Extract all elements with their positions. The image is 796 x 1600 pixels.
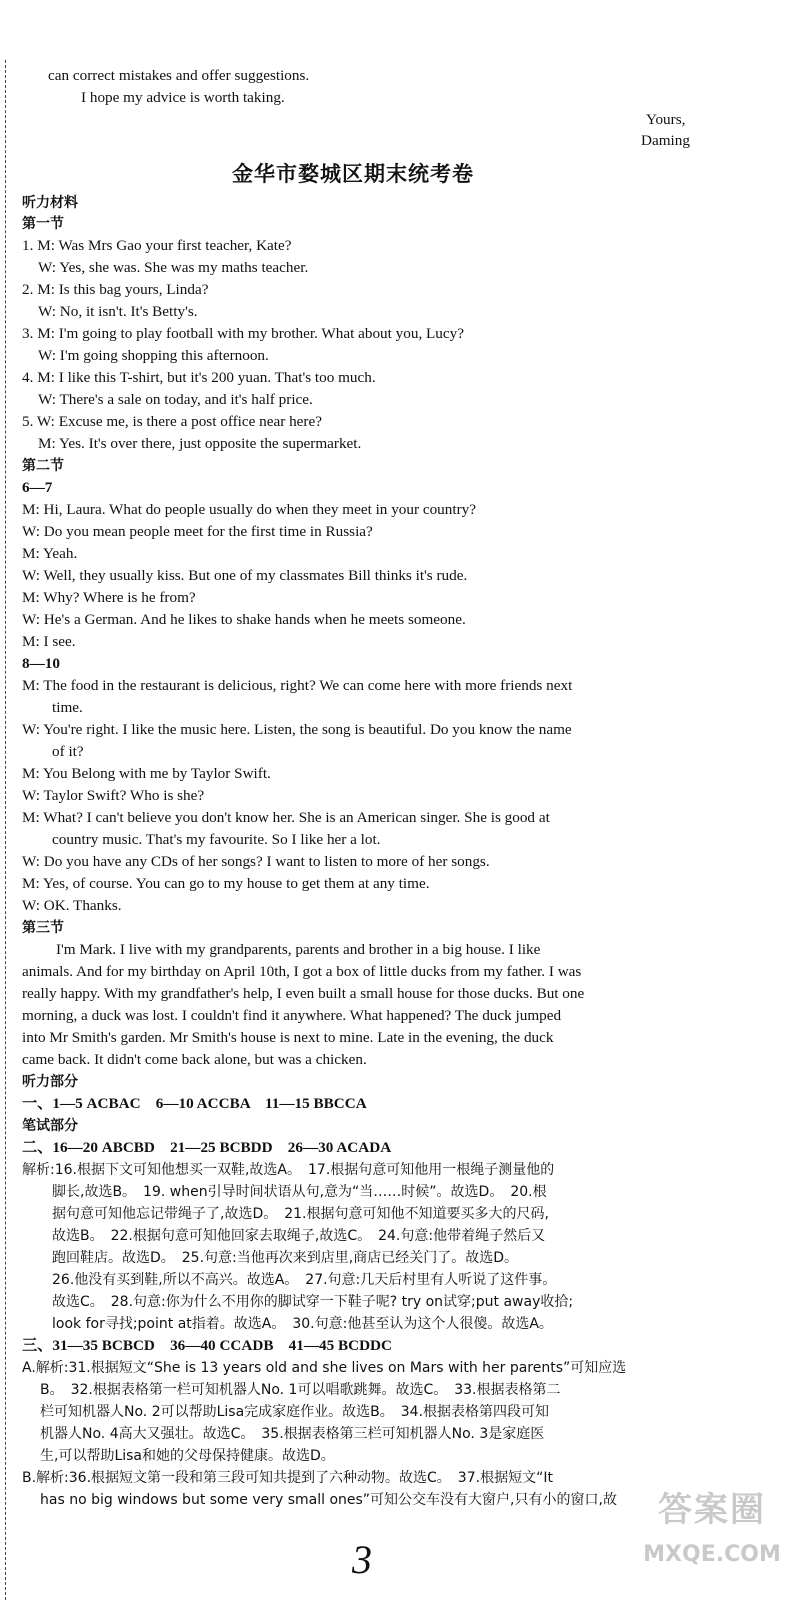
dialogue-line: M: What? I can't believe you don't know her. She is an American singer. She is good at	[22, 809, 550, 826]
passage-line: animals. And for my birthday on April 10th, I got a box of little ducks from my father. I was	[22, 963, 582, 980]
dialogue-line: W: Taylor Swift? Who is she?	[22, 787, 205, 804]
dialogue-line: W: I'm going shopping this afternoon.	[38, 347, 269, 364]
passage-line: into Mr Smith's garden. Mr Smith's house is next to mine. Late in the evening, the duck	[22, 1029, 554, 1046]
dialogue-line: 3. M: I'm going to play football with my brother. What about you, Lucy?	[22, 325, 464, 342]
dialogue-line: 1. M: Was Mrs Gao your first teacher, Kate?	[22, 237, 292, 254]
explanation-line: B.解析:36.根据短文第一段和第三段可知共提到了六种动物。故选C。 37.根据短文“It	[22, 1470, 553, 1486]
passage-line: came back. It didn't come back alone, but was a chicken.	[22, 1051, 367, 1068]
dialogue-line: M: I see.	[22, 633, 76, 650]
explanation-line: B。 32.根据表格第一栏可知机器人No. 1可以唱歌跳舞。故选C。 33.根据表格第二	[40, 1382, 561, 1398]
answer-key-line: 三、31—35 BCBCD 36—40 CCADB 41—45 BCDDC	[22, 1337, 392, 1354]
dialogue-line: M: Yes, of course. You can go to my house to get them at any time.	[22, 875, 430, 892]
watermark-logo	[642, 1480, 782, 1595]
section-heading: 第三节	[22, 920, 64, 936]
letter-signature: Daming	[641, 132, 690, 149]
dialogue-line: W: You're right. I like the music here. Listen, the song is beautiful. Do you know the name	[22, 721, 572, 738]
section-heading: 第二节	[22, 458, 64, 474]
explanation-line: A.解析:31.根据短文“She is 13 years old and she lives on Mars with her parents”可知应选	[22, 1360, 627, 1376]
written-answers-heading: 笔试部分	[22, 1118, 78, 1134]
binding-margin-line	[5, 60, 6, 1600]
letter-closing: Yours,	[646, 111, 686, 128]
dialogue-line: W: OK. Thanks.	[22, 897, 122, 914]
watermark-logo-text: 答案圈	[658, 1490, 766, 1530]
explanation-line: 据句意可知他忘记带绳子了,故选D。 21.根据句意可知他不知道要买多大的尺码,	[52, 1206, 549, 1222]
dialogue-line: W: Well, they usually kiss. But one of my classmates Bill thinks it's rude.	[22, 567, 468, 584]
listening-material-heading: 听力材料	[22, 195, 78, 211]
explanation-line: 跑回鞋店。故选D。 25.句意:当他再次来到店里,商店已经关门了。故选D。	[52, 1250, 518, 1266]
explanation-line: 26.他没有买到鞋,所以不高兴。故选A。 27.句意:几天后村里有人听说了这件事。	[52, 1272, 557, 1288]
explanation-line: has no big windows but some very small ones”可知公交车没有大窗户,只有小的窗口,故	[40, 1492, 617, 1508]
dialogue-line: M: Yeah.	[22, 545, 78, 562]
page-title: 金华市婺城区期末统考卷	[232, 162, 474, 186]
dialogue-line: M: Yes. It's over there, just opposite the supermarket.	[38, 435, 362, 452]
dialogue-line: W: No, it isn't. It's Betty's.	[38, 303, 198, 320]
dialogue-line: 2. M: Is this bag yours, Linda?	[22, 281, 209, 298]
listening-answers-heading: 听力部分	[22, 1074, 78, 1090]
explanation-line: look for寻找;point at指着。故选A。 30.句意:他甚至认为这个人很傻。故选A。	[52, 1316, 553, 1332]
explanation-line: 脚长,故选B。 19. when引导时间状语从句,意为“当……时候”。故选D。 20.根	[52, 1184, 547, 1200]
letter-line: can correct mistakes and offer suggestions.	[48, 67, 310, 84]
dialogue-line: M: Hi, Laura. What do people usually do when they meet in your country?	[22, 501, 476, 518]
passage-line: I'm Mark. I live with my grandparents, parents and brother in a big house. I like	[56, 941, 541, 958]
watermark-site-text: MXQE.COM	[643, 1542, 781, 1567]
passage-line: really happy. With my grandfather's help, I even built a small house for those ducks. But one	[22, 985, 585, 1002]
explanation-line: 生,可以帮助Lisa和她的父母保持健康。故选D。	[40, 1448, 335, 1464]
question-range: 6—7	[22, 479, 53, 496]
explanation-line: 解析:16.根据下文可知他想买一双鞋,故选A。 17.根据句意可知他用一根绳子测量他的	[22, 1162, 555, 1178]
explanation-line: 机器人No. 4高大又强壮。故选C。 35.根据表格第三栏可知机器人No. 3是家庭医	[40, 1426, 545, 1442]
dialogue-line: 5. W: Excuse me, is there a post office near here?	[22, 413, 322, 430]
question-range: 8—10	[22, 655, 60, 672]
section-heading: 第一节	[22, 216, 64, 232]
page-number: 3	[352, 1537, 372, 1582]
letter-line: I hope my advice is worth taking.	[81, 89, 285, 106]
dialogue-line: W: Do you have any CDs of her songs? I want to listen to more of her songs.	[22, 853, 490, 870]
answer-key-line: 二、16—20 ABCBD 21—25 BCBDD 26—30 ACADA	[22, 1139, 392, 1156]
answer-key-line: 一、1—5 ACBAC 6—10 ACCBA 11—15 BBCCA	[22, 1095, 367, 1112]
dialogue-line: M: Why? Where is he from?	[22, 589, 196, 606]
explanation-line: 故选B。 22.根据句意可知他回家去取绳子,故选C。 24.句意:他带着绳子然后又	[52, 1228, 546, 1244]
explanation-line: 栏可知机器人No. 2可以帮助Lisa完成家庭作业。故选B。 34.根据表格第四段可知	[40, 1404, 550, 1420]
dialogue-line: M: The food in the restaurant is delicious, right? We can come here with more friends next	[22, 677, 573, 694]
dialogue-line: W: Do you mean people meet for the first time in Russia?	[22, 523, 373, 540]
dialogue-line: W: Yes, she was. She was my maths teacher.	[38, 259, 309, 276]
dialogue-line: W: He's a German. And he likes to shake hands when he meets someone.	[22, 611, 466, 628]
passage-line: morning, a duck was lost. I couldn't find it anywhere. What happened? The duck jumped	[22, 1007, 562, 1024]
dialogue-line: of it?	[52, 743, 84, 760]
dialogue-line: time.	[52, 699, 83, 716]
dialogue-line: 4. M: I like this T-shirt, but it's 200 yuan. That's too much.	[22, 369, 376, 386]
dialogue-line: country music. That's my favourite. So I like her a lot.	[52, 831, 381, 848]
explanation-line: 故选C。 28.句意:你为什么不用你的脚试穿一下鞋子呢? try on试穿;put away收拾;	[52, 1294, 574, 1310]
dialogue-line: W: There's a sale on today, and it's half price.	[38, 391, 313, 408]
dialogue-line: M: You Belong with me by Taylor Swift.	[22, 765, 271, 782]
